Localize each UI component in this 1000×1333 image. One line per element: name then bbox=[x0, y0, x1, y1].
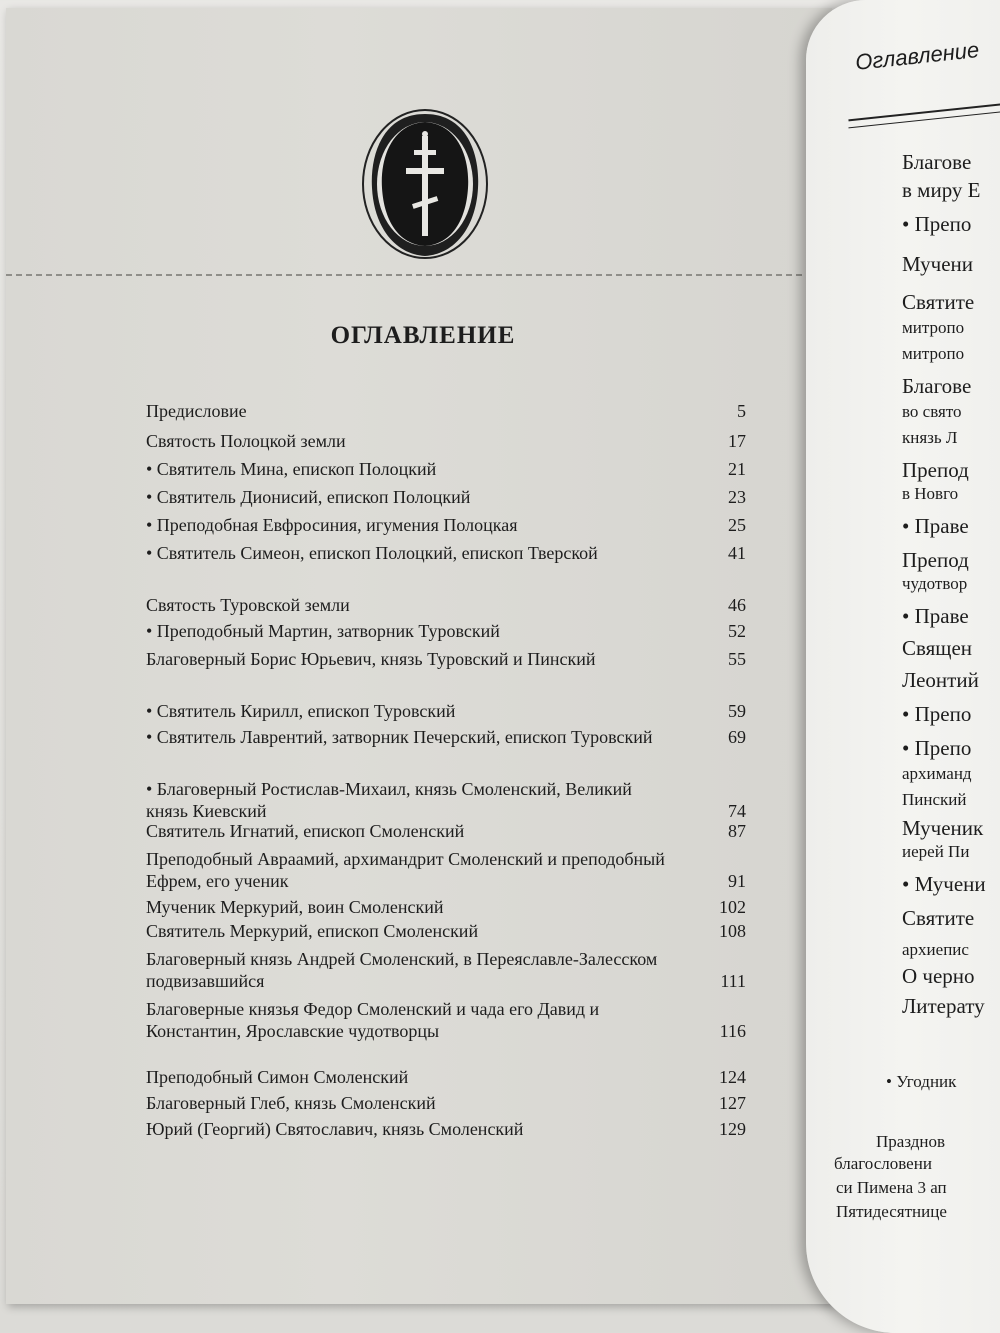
right-page-line: во свято bbox=[902, 402, 962, 421]
right-page-line: иерей Пи bbox=[902, 842, 970, 861]
right-page-line: в Новго bbox=[902, 484, 959, 503]
toc-entry-page: 55 bbox=[728, 649, 746, 669]
toc-entry-page: 69 bbox=[728, 727, 746, 747]
toc-entry-title: Преподобный Авраамий, архимандрит Смоленский и преподобный Ефрем, его ученик bbox=[146, 849, 665, 891]
toc-entry-title: • Преподобный Мартин, затворник Туровский bbox=[146, 621, 500, 641]
toc-entry-page: 46 bbox=[728, 595, 746, 615]
toc-entry bbox=[146, 1118, 746, 1140]
toc-entry-title: Преподобный Симон Смоленский bbox=[146, 1067, 409, 1087]
right-page-line: Препод bbox=[902, 548, 969, 572]
right-page-line: Мученик bbox=[902, 816, 984, 840]
right-page-line: • Мучени bbox=[902, 872, 986, 896]
cross-emblem-icon bbox=[360, 106, 490, 262]
right-page-line: Священ bbox=[902, 636, 973, 660]
toc-entry bbox=[146, 778, 746, 822]
right-page-line: Пятидесятнице bbox=[836, 1202, 947, 1221]
toc-entry-page: 87 bbox=[728, 821, 746, 841]
right-page-line: • Угодник bbox=[886, 1072, 957, 1091]
toc-entry bbox=[146, 998, 746, 1042]
toc-entry-title: Святость Туровской земли bbox=[146, 595, 350, 615]
toc-entry-page: 5 bbox=[737, 401, 746, 421]
toc-entry-title: Святитель Игнатий, епископ Смоленский bbox=[146, 821, 465, 841]
toc-entry bbox=[146, 620, 746, 642]
right-page-line: архиманд bbox=[902, 764, 972, 783]
toc-entry-page: 124 bbox=[719, 1067, 746, 1087]
toc-entry-page: 91 bbox=[728, 871, 746, 891]
right-page-line: си Пимена 3 ап bbox=[836, 1178, 947, 1197]
toc-entry bbox=[146, 896, 746, 918]
toc-entry-page: 17 bbox=[728, 431, 746, 451]
toc-entry-page: 21 bbox=[728, 459, 746, 479]
right-page-line: Празднов bbox=[876, 1132, 946, 1151]
right-page-line: • Препо bbox=[902, 702, 972, 726]
right-page-line: князь Л bbox=[902, 428, 958, 447]
toc-entry-page: 59 bbox=[728, 701, 746, 721]
toc-entry bbox=[146, 948, 746, 992]
toc-entry-page: 127 bbox=[719, 1093, 746, 1113]
right-page-line: благословени bbox=[834, 1154, 932, 1173]
right-page-line: Мучени bbox=[902, 252, 974, 276]
right-page-line: Препод bbox=[902, 458, 969, 482]
toc-entry-page: 116 bbox=[719, 1021, 746, 1041]
toc-entry bbox=[146, 542, 746, 564]
right-page-line: О черно bbox=[902, 964, 975, 988]
toc-entry-page: 52 bbox=[728, 621, 746, 641]
toc-entry-page: 74 bbox=[728, 801, 746, 821]
toc-entry-title: Благоверный Борис Юрьевич, князь Туровский и Пинский bbox=[146, 649, 596, 669]
right-page-line: • Препо bbox=[902, 212, 972, 236]
right-page bbox=[806, 0, 1000, 1333]
right-page-line: • Праве bbox=[902, 514, 969, 538]
toc-entry-title: Предисловие bbox=[146, 401, 247, 421]
toc-entry-title: • Святитель Лаврентий, затворник Печерский, епископ Туровский bbox=[146, 727, 653, 747]
toc-entry-page: 129 bbox=[719, 1119, 746, 1139]
toc-entry bbox=[146, 430, 746, 452]
right-page-line: Литерату bbox=[902, 994, 985, 1018]
right-page-line: Благове bbox=[902, 150, 972, 174]
header-rule bbox=[848, 101, 1000, 122]
toc-entry bbox=[146, 1066, 746, 1088]
toc-entry-page: 108 bbox=[719, 921, 746, 941]
toc-entry-page: 41 bbox=[728, 543, 746, 563]
right-page-line: митропо bbox=[902, 318, 965, 337]
toc-entry bbox=[146, 1092, 746, 1114]
toc-entry-title: • Святитель Кирилл, епископ Туровский bbox=[146, 701, 456, 721]
dashed-separator bbox=[6, 274, 832, 276]
toc-entry-title: • Святитель Мина, епископ Полоцкий bbox=[146, 459, 437, 479]
toc-entry-title: • Святитель Симеон, епископ Полоцкий, епископ Тверской bbox=[146, 543, 598, 563]
toc-entry bbox=[146, 400, 746, 422]
right-page-line: Пинский bbox=[902, 790, 967, 809]
toc-entry-title: Мученик Меркурий, воин Смоленский bbox=[146, 897, 444, 917]
toc-entry-page: 25 bbox=[728, 515, 746, 535]
toc-entry bbox=[146, 458, 746, 480]
right-page-header: Оглавление bbox=[854, 37, 981, 75]
toc-entry-title: • Благоверный Ростислав-Михаил, князь Смоленский, Великий князь Киевский bbox=[146, 779, 632, 821]
toc-entry bbox=[146, 726, 746, 748]
right-page-line: в миру Е bbox=[902, 178, 981, 202]
toc-entry-title: Святость Полоцкой земли bbox=[146, 431, 346, 451]
toc-entry-page: 111 bbox=[720, 971, 746, 991]
page-title: ОГЛАВЛЕНИЕ bbox=[330, 322, 516, 349]
toc-entry bbox=[146, 820, 746, 842]
toc-entry-page: 23 bbox=[728, 487, 746, 507]
right-page-line: Святите bbox=[902, 906, 975, 930]
toc-entry-title: Святитель Меркурий, епископ Смоленский bbox=[146, 921, 479, 941]
toc-entry-title: Благоверные князья Федор Смоленский и чада его Давид и Константин, Ярославские чудотворцы bbox=[146, 999, 600, 1041]
toc-entry bbox=[146, 648, 746, 670]
toc-entry-title: • Преподобная Евфросиния, игумения Полоцкая bbox=[146, 515, 518, 535]
toc-entry bbox=[146, 594, 746, 616]
right-page-line: Святите bbox=[902, 290, 975, 314]
toc-entry-title: Благоверный Глеб, князь Смоленский bbox=[146, 1093, 436, 1113]
right-page-line: • Праве bbox=[902, 604, 969, 628]
toc-entry bbox=[146, 920, 746, 942]
toc-entry bbox=[146, 514, 746, 536]
right-page-line: архиепис bbox=[902, 940, 969, 959]
toc-entry-page: 102 bbox=[719, 897, 746, 917]
toc-entry-title: Благоверный князь Андрей Смоленский, в Переяславле-Залесском подвизавшийся bbox=[146, 949, 658, 991]
toc-entry-title: • Святитель Дионисий, епископ Полоцкий bbox=[146, 487, 471, 507]
right-page-line: чудотвор bbox=[902, 574, 968, 593]
right-page-line: • Препо bbox=[902, 736, 972, 760]
toc-entry bbox=[146, 486, 746, 508]
right-page-line: Леонтий bbox=[902, 668, 979, 692]
toc-entry-title: Юрий (Георгий) Святославич, князь Смоленский bbox=[146, 1119, 524, 1139]
right-page-line: митропо bbox=[902, 344, 965, 363]
toc-entry bbox=[146, 700, 746, 722]
toc-entry bbox=[146, 848, 746, 892]
right-page-line: Благове bbox=[902, 374, 972, 398]
